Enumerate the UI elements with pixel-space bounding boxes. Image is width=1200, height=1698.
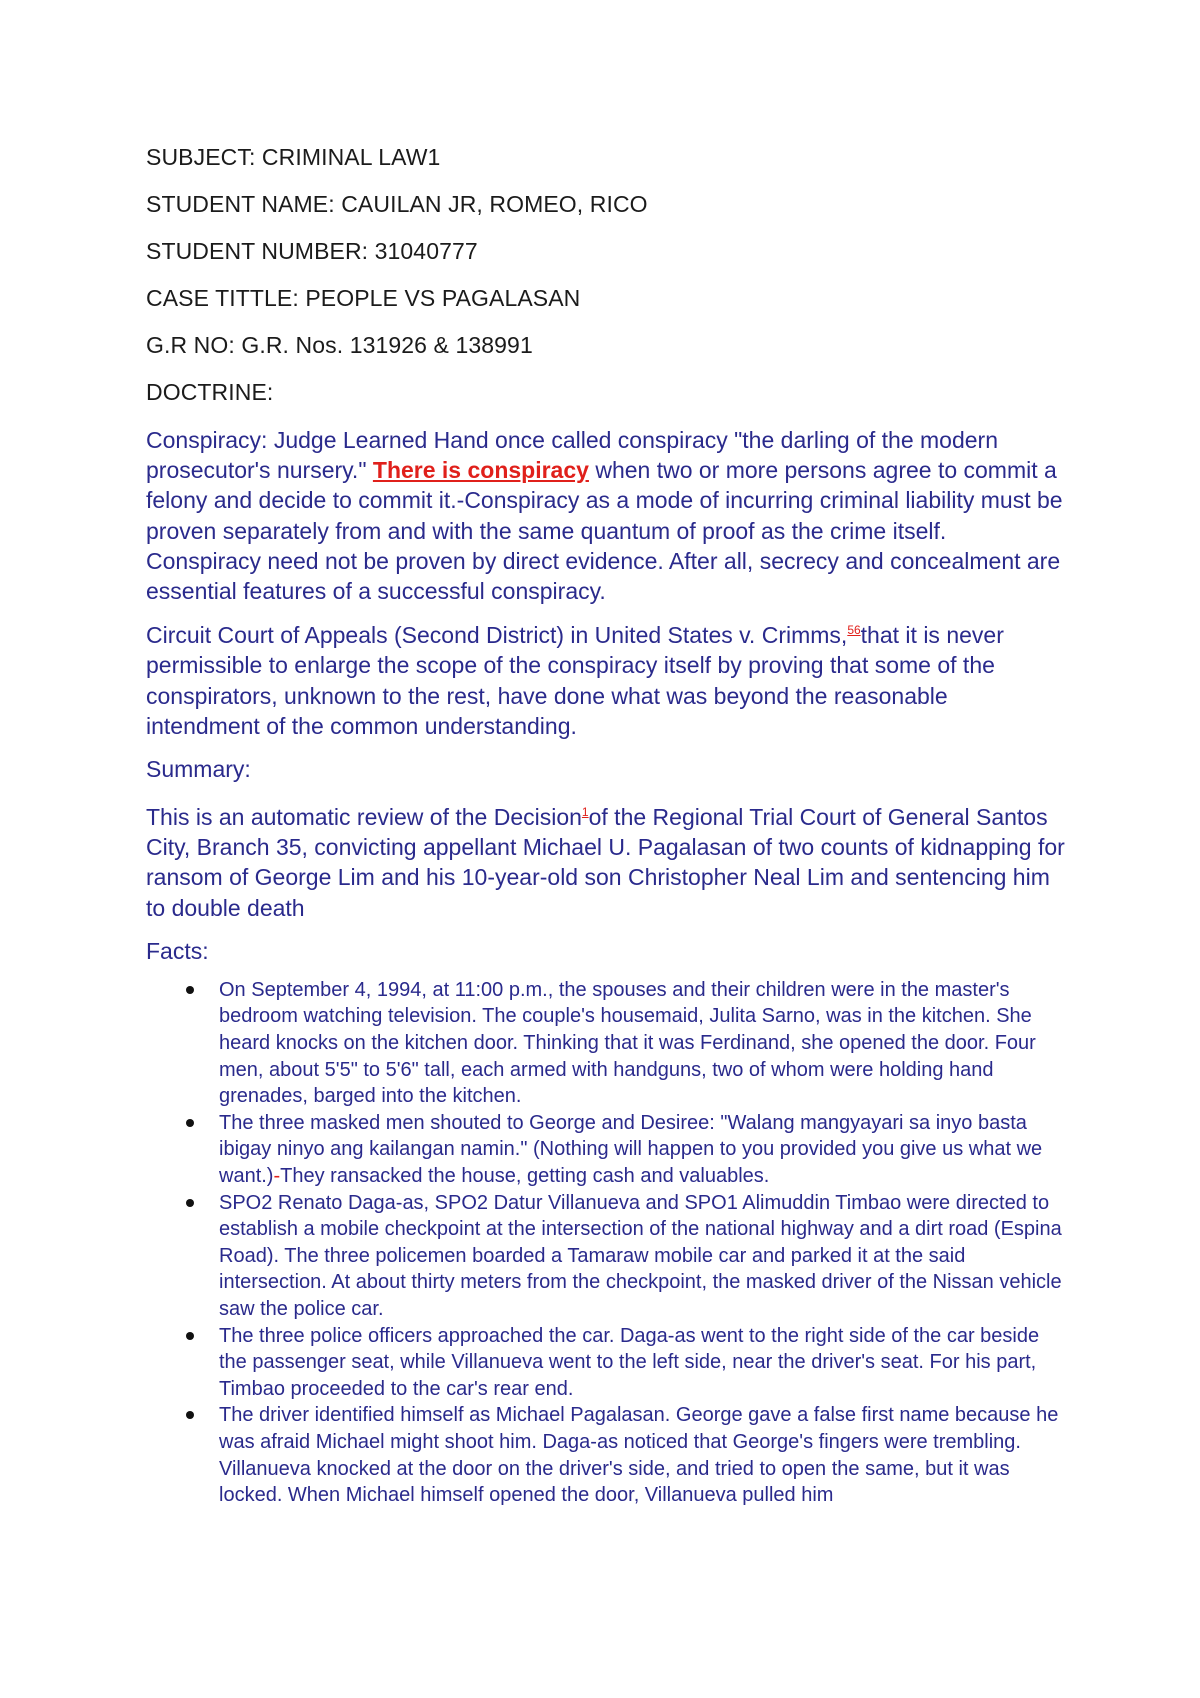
case-title-line: CASE TITTLE: PEOPLE VS PAGALASAN xyxy=(146,285,581,311)
footnote-ref-1[interactable]: 1 xyxy=(581,805,589,820)
fact-text: The three masked men shouted to George and Desiree: "Walang mangyayari sa inyo basta ibigay ninyo ang kailangan namin." (Nothing will happen to you provided you give us what we want.) xyxy=(219,1111,1043,1187)
footnote-ref-56[interactable]: 56 xyxy=(847,623,861,638)
doctrine-p2-text-a: Circuit Court of Appeals (Second District) in United States v. Crimms, xyxy=(146,622,848,649)
revision-mark: - xyxy=(273,1165,281,1187)
conspiracy-highlight: There is conspiracy xyxy=(372,457,589,484)
facts-list xyxy=(146,977,1080,1509)
bullet-icon xyxy=(186,1411,194,1419)
list-item xyxy=(146,1402,1069,1508)
bullet-icon xyxy=(186,986,194,994)
fact-text: On September 4, 1994, at 11:00 p.m., the spouses and their children were in the master's bedroom watching television. The couple's housemaid, Julita Sarno, was in the kitchen. She heard knocks on the kitchen door. Thinking that it was Ferdinand, she opened the door. Four men, about 5'5" to 5'6" tall, each armed with handguns, two of whom were holding hand grenades, barged into the kitchen. xyxy=(219,978,1036,1108)
summary-heading: Summary: xyxy=(146,756,251,783)
bullet-icon xyxy=(186,1332,194,1340)
bullet-icon xyxy=(186,1119,194,1127)
fact-text-tail: They ransacked the house, getting cash and valuables. xyxy=(280,1165,770,1187)
facts-heading: Facts: xyxy=(146,937,209,964)
doctrine-heading: DOCTRINE: xyxy=(146,379,274,405)
doctrine-paragraph-1 xyxy=(146,425,1066,606)
list-item xyxy=(146,1323,1069,1403)
doctrine-p2-text-b: that it is never permissible to enlarge the scope of the conspiracy itself by proving that some of the conspirators, unknown to the rest, have done what was beyond the reasonable intendment of the common understanding. xyxy=(146,622,1004,739)
summary-text-b: of the Regional Trial Court of General Santos City, Branch 35, convicting appellant Michael U. Pagalasan of two counts of kidnapping for ransom of George Lim and his 10-year-old son Christopher Neal Lim and sentencing him to double death xyxy=(146,804,1065,921)
fact-text: SPO2 Renato Daga-as, SPO2 Datur Villanueva and SPO1 Alimuddin Timbao were directed to establish a mobile checkpoint at the intersection of the national highway and a dirt road (Espina Road). The three policemen boarded a Tamaraw mobile car and parked it at the said intersection. At about thirty meters from the checkpoint, the masked driver of the Nissan vehicle saw the police car. xyxy=(219,1191,1062,1320)
list-item xyxy=(146,977,1069,1110)
doctrine-p1-text-a: Conspiracy: Judge Learned Hand once called conspiracy "the darling of the modern prosecutor's nursery." xyxy=(146,427,999,484)
fact-text: The three police officers approached the car. Daga-as went to the right side of the car beside the passenger seat, while Villanueva went to the left side, near the driver's seat. For his part, Timbao proceeded to the car's rear end. xyxy=(219,1324,1040,1400)
student-number-line: STUDENT NUMBER: 31040777 xyxy=(146,238,478,264)
list-item xyxy=(146,1190,1069,1323)
gr-number-line: G.R NO: G.R. Nos. 131926 & 138991 xyxy=(146,332,533,358)
doctrine-paragraph-2 xyxy=(146,620,1066,741)
fact-text: The driver identified himself as Michael Pagalasan. George gave a false first name because he was afraid Michael might shoot him. Daga-as noticed that George's fingers were trembling. Villanueva knocked at the door on the driver's side, and tried to open the same, but it was locked. When Michael himself opened the door, Villanueva pulled him xyxy=(219,1404,1059,1507)
summary-paragraph xyxy=(146,802,1066,923)
doctrine-p1-text-b: when two or more persons agree to commit a felony and decide to commit it.-Conspiracy as a mode of incurring criminal liability must be proven separately from and with the same quantum of proof as the crime itself. Conspiracy need not be proven by direct evidence. After all, secrecy and concealment are essential features of a successful conspiracy. xyxy=(146,457,1063,605)
student-name-line: STUDENT NAME: CAUILAN JR, ROMEO, RICO xyxy=(146,191,648,217)
list-item xyxy=(146,1110,1069,1190)
bullet-icon xyxy=(186,1199,194,1207)
summary-text-a: This is an automatic review of the Decision xyxy=(146,804,582,831)
subject-line: SUBJECT: CRIMINAL LAW1 xyxy=(146,144,441,170)
